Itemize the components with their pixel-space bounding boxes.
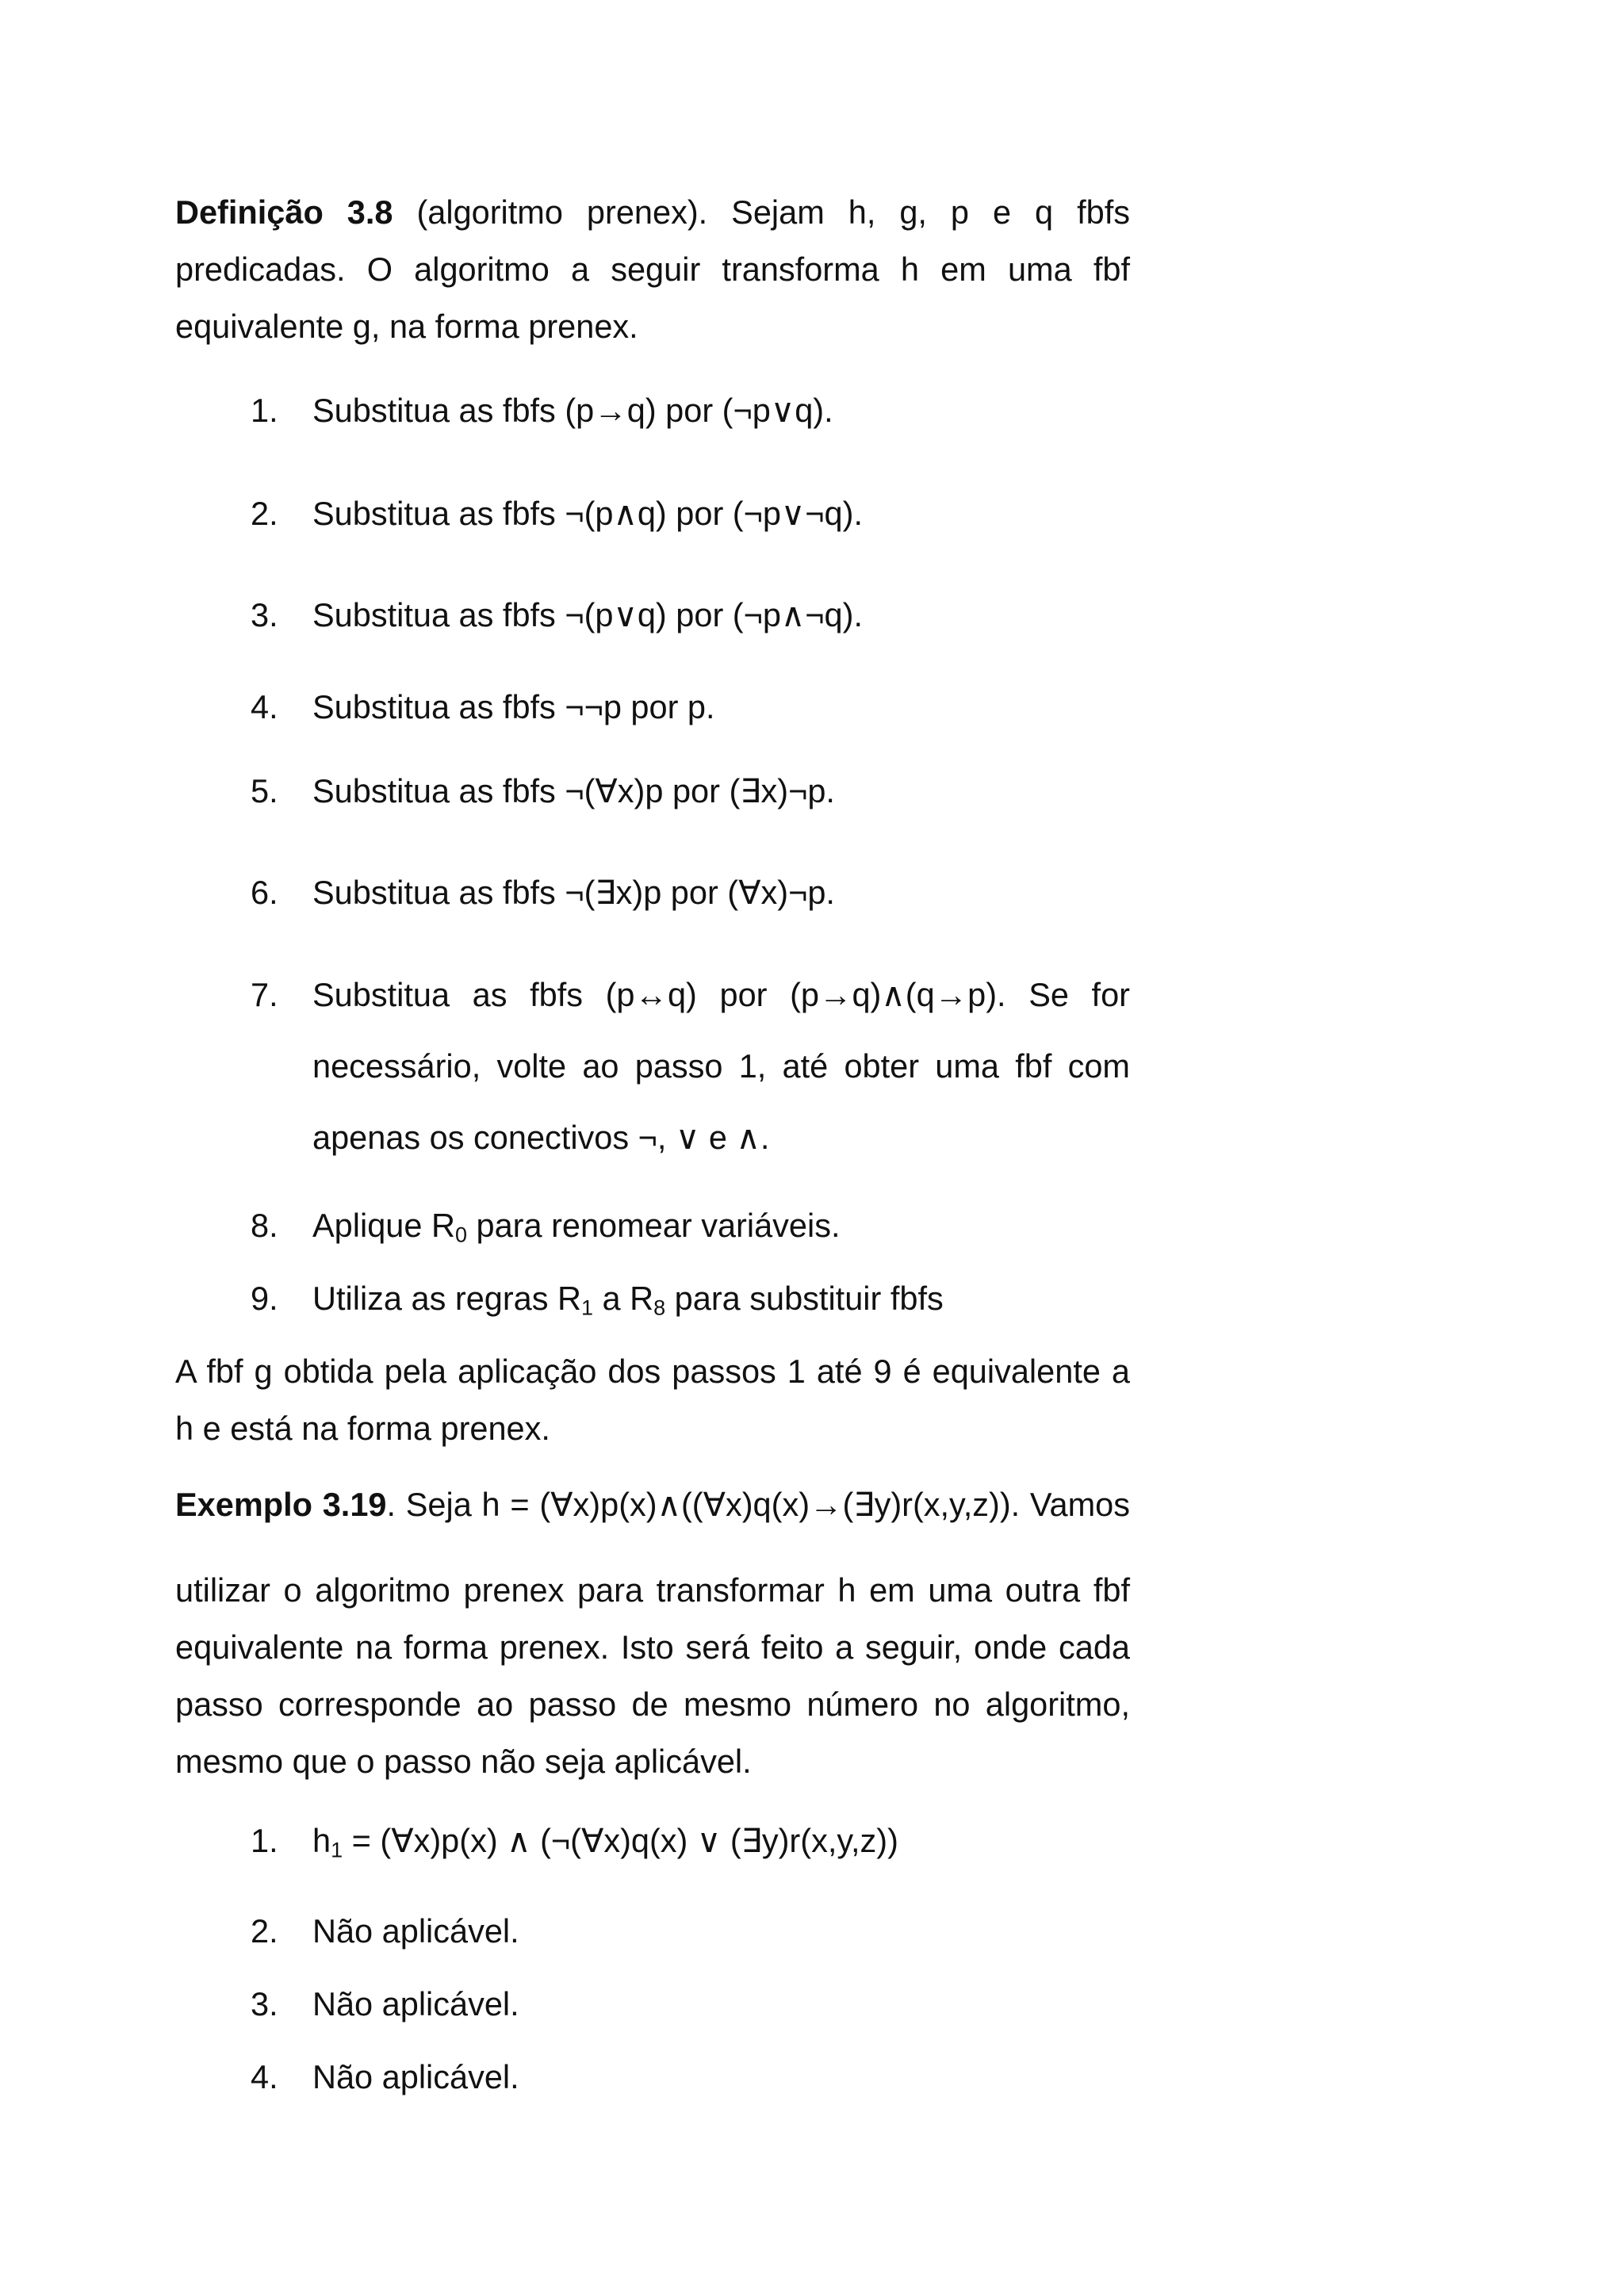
definition-label: Definição 3.8 [175,193,393,231]
example-paragraph [175,1562,1130,1790]
example-line-4: passo corresponde ao passo de mesmo número no algoritmo, [175,1686,1130,1723]
step-7-line-3: apenas os conectivos ¬, ∨ e ∧. [312,1119,770,1156]
example-line-2: utilizar o algoritmo prenex para transformar h em uma outra fbf [175,1571,1130,1609]
definition-paragraph [175,184,1130,355]
step-7-line-2: necessário, volte ao passo 1, até obter uma fbf com [312,1047,1130,1085]
document-page: Definição 3.8 (algoritmo prenex). Sejam h, g, p e q fbfs predicadas. O algoritmo a seguir transforma h em uma fbf equivalente g, na forma prenex. 1. Substitua as fbfs (p→q) por (¬p∨q). 2. Substitua as fbfs ¬(p∧q) por (¬p∨¬q). 3. Substitua as fbfs ¬(p∨q) por (¬p∧¬q). 4. Substitua as fbfs ¬¬p por p. 5. Substitua as fbfs ¬(∀x)p por (∃x)¬p. 6. Substitua as fbfs ¬(∃x)p por (∀x)¬p. 7. Substitua as fbfs (p↔q) por (p→q)∧(q→p). Se for necessário, volte ao passo 1, até obter uma fbf com apenas os conectivos ¬, ∨ e ∧. 8. Aplique $R_0$ para renomear variáveis. 9. Utiliza as regras $R_1$ a $R_8$ para substituir fbfs A fbf g obtida pela aplicação dos passos 1 até 9 é equivalente a h e está na forma prenex. Exemplo 3.19. Seja h = (∀x)p(x)∧((∀x)q(x)→(∃y)r(x,y,z)). Vamos utilizar o algoritmo prenex para transformar h em uma outra fbf equivalente na forma prenex. Isto será feito a seguir, onde cada passo corresponde ao passo de mesmo número no algoritmo, mesmo que o passo não seja aplicável. 1. $h_1$ = (∀x)p(x) ∧ (¬(∀x)q(x) ∨ (∃y)r(x,y,z)) 2. Não aplicável. 3. Não aplicável. 4. Não aplicável. [0,0,1624,2296]
definition-line-1: Definição 3.8 (algoritmo prenex). Sejam h, g, p e q fbfs [175,193,1130,231]
conclusion-line-1: A fbf g obtida pela aplicação dos passos 1 até 9 é equivalente a [175,1353,1130,1390]
example-first-line: Exemplo 3.19. Seja h = (∀x)p(x)∧((∀x)q(x)→(∃y)r(x,y,z)). Vamos [175,1486,1130,1523]
definition-line-3: equivalente g, na forma prenex. [175,308,638,345]
example-line-5: mesmo que o passo não seja aplicável. [175,1743,752,1780]
example-label: Exemplo 3.19 [175,1486,387,1523]
step-7-line-1: Substitua as fbfs (p↔q) por (p→q)∧(q→p). Se for [312,976,1130,1013]
conclusion-line-2: h e está na forma prenex. [175,1410,550,1447]
example-line-3: equivalente na forma prenex. Isto será feito a seguir, onde cada [175,1628,1130,1666]
definition-line-2: predicadas. O algoritmo a seguir transforma h em uma fbf [175,251,1130,288]
conclusion-paragraph [175,1343,1130,1457]
